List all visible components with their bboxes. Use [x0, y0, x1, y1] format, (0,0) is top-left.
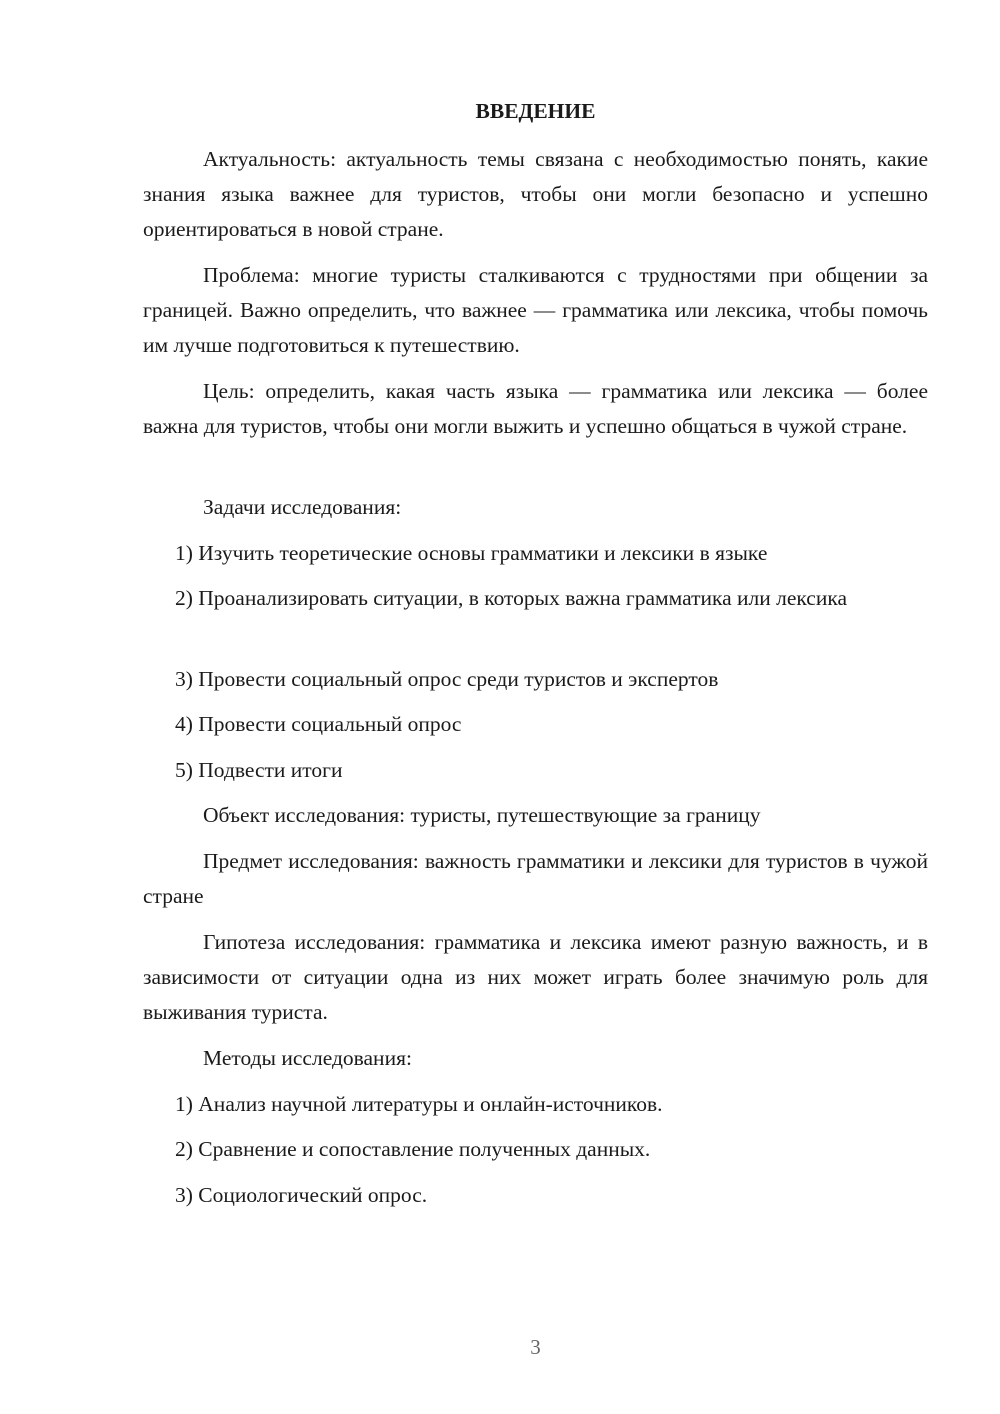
document-page	[143, 0, 928, 1414]
method-item: 2) Сравнение и сопоставление полученных данных.	[175, 1137, 651, 1161]
task-item: 4) Провести социальный опрос	[175, 712, 462, 736]
method-item: 3) Социологический опрос.	[175, 1183, 428, 1207]
method-item: 1) Анализ научной литературы и онлайн-источников.	[175, 1092, 663, 1116]
tasks-title: Задачи исследования:	[203, 495, 402, 519]
task-item: 1) Изучить теоретические основы грамматики и лексики в языке	[175, 541, 768, 565]
section-heading: ВВЕДЕНИЕ	[475, 99, 596, 123]
paragraph-goal: Цель: определить, какая часть языка — грамматика или лексика — более важна для туристов, чтобы они могли выжить и успешно общаться в чужой стране.	[143, 379, 928, 438]
paragraph-object: Объект исследования: туристы, путешествующие за границу	[203, 803, 761, 827]
task-item: 3) Провести социальный опрос среди туристов и экспертов	[175, 667, 719, 691]
methods-title: Методы исследования:	[203, 1046, 412, 1070]
task-item: 5) Подвести итоги	[175, 758, 343, 782]
paragraph-hypothesis: Гипотеза исследования: грамматика и лексика имеют разную важность, и в зависимости от ситуации одна из них может играть более значимую роль для выживания туриста.	[143, 930, 928, 1024]
paragraph-relevance: Актуальность: актуальность темы связана с необходимостью понять, какие знания языка важнее для туристов, чтобы они могли безопасно и успешно ориентироваться в новой стране.	[143, 147, 928, 241]
task-item: 2) Проанализировать ситуации, в которых важна грамматика или лексика	[175, 586, 848, 610]
page-number: 3	[530, 1335, 541, 1359]
paragraph-problem: Проблема: многие туристы сталкиваются с трудностями при общении за границей. Важно определить, что важнее — грамматика или лексика, чтобы помочь им лучше подготовиться к путешествию.	[143, 263, 928, 357]
paragraph-subject: Предмет исследования: важность грамматики и лексики для туристов в чужой стране	[143, 849, 928, 908]
